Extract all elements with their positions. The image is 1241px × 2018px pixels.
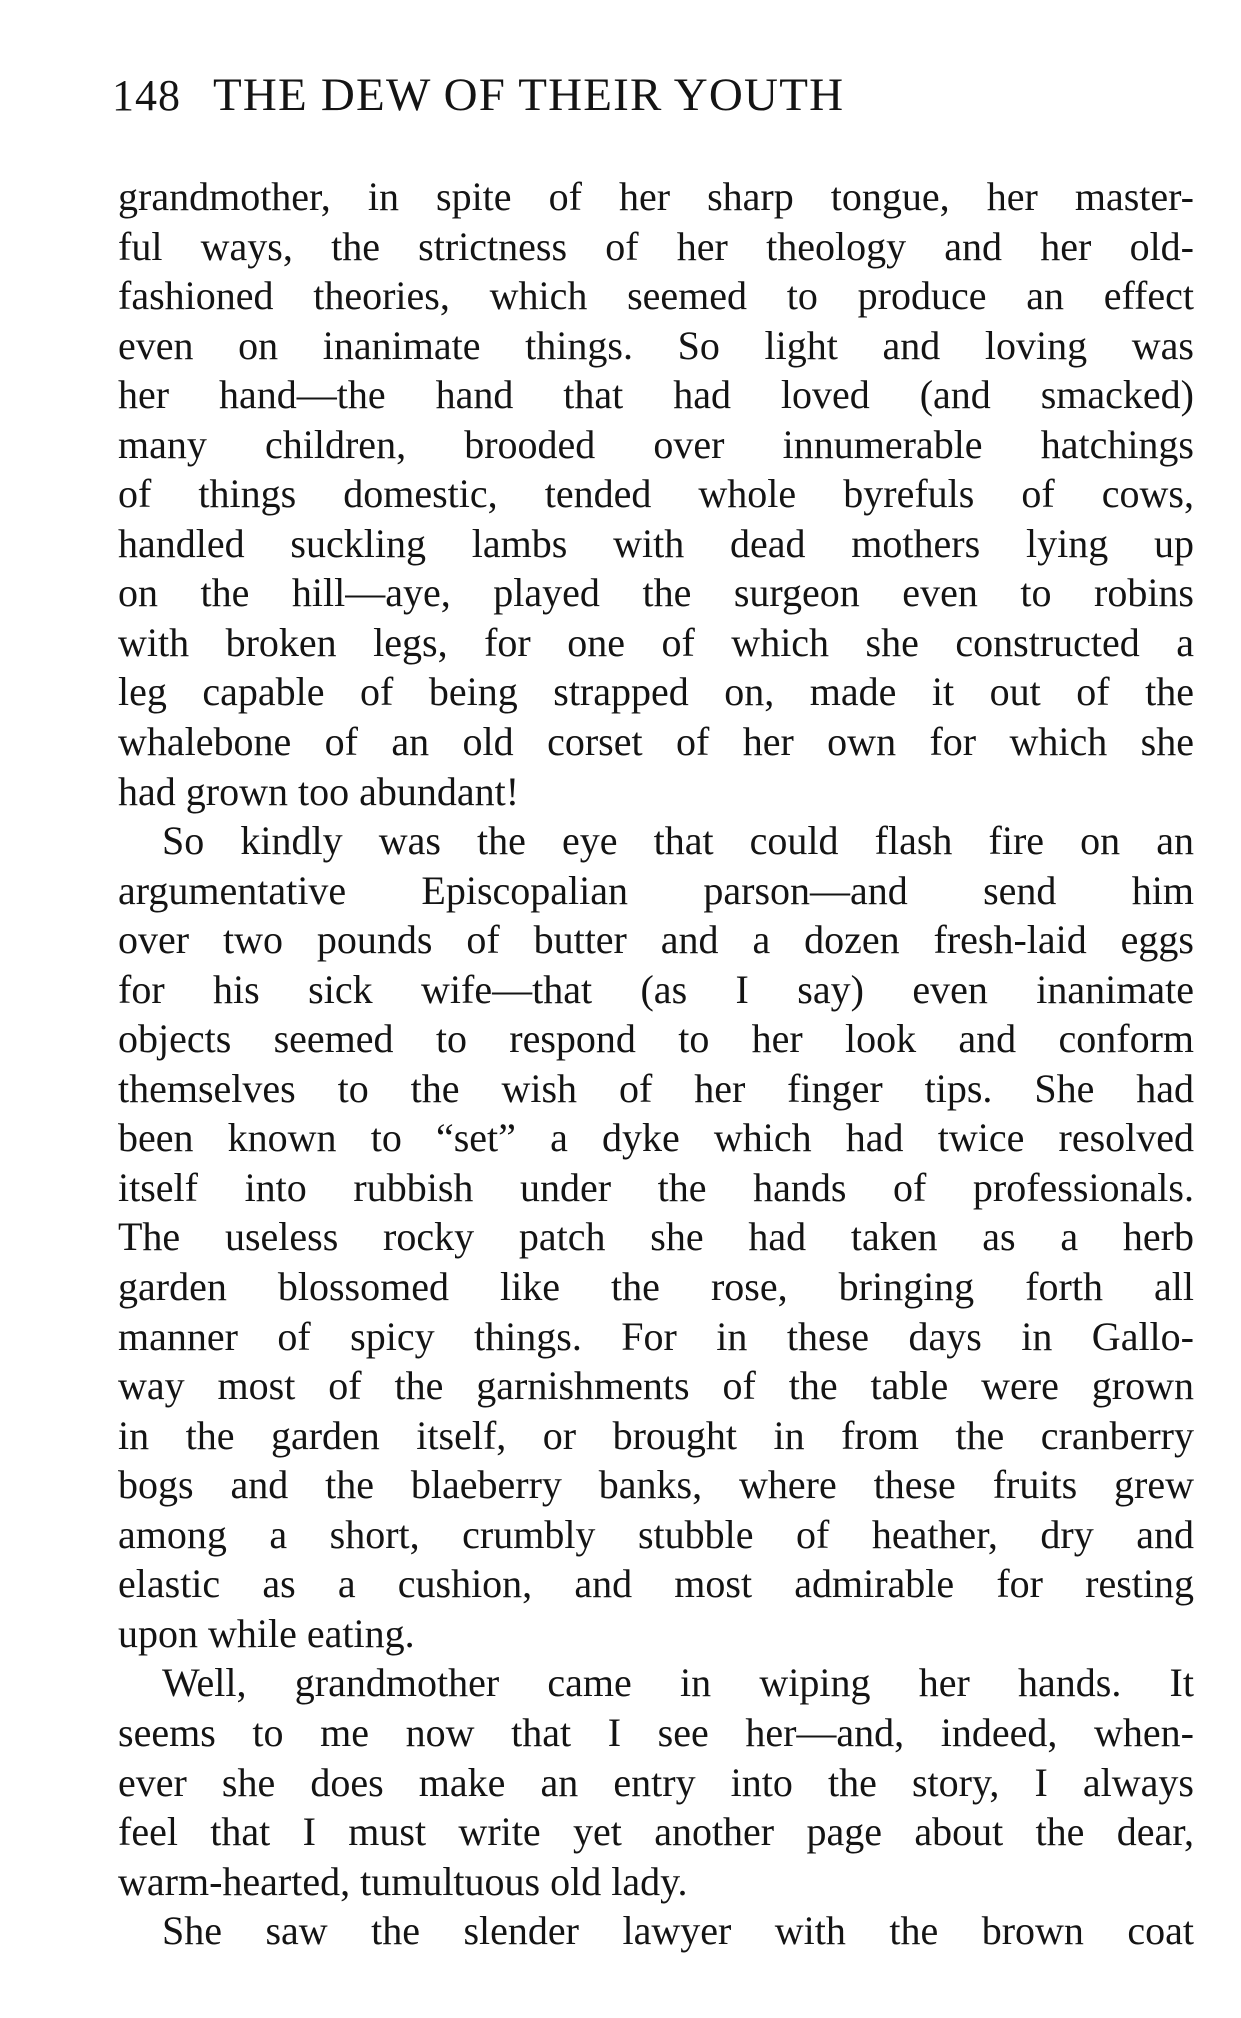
- page-header: [112, 68, 1072, 138]
- text-line: seems to me now that I see her—and, indeed, when-: [118, 1709, 1194, 1755]
- text-line: bogs and the blaeberry banks, where these fruits grew: [118, 1462, 1194, 1508]
- paragraph-2: [118, 816, 1194, 1658]
- text-line: with broken legs, for one of which she constructed a: [118, 619, 1194, 665]
- text-line: for his sick wife—that (as I say) even inanimate: [118, 966, 1194, 1012]
- text-line: themselves to the wish of her finger tips. She had: [118, 1065, 1194, 1111]
- text-line: ever she does make an entry into the story, I always: [118, 1759, 1194, 1805]
- text-line: of things domestic, tended whole byrefuls of cows,: [118, 471, 1194, 517]
- text-line: many children, brooded over innumerable hatchings: [118, 421, 1194, 467]
- text-line: fashioned theories, which seemed to produce an effect: [118, 273, 1194, 319]
- text-line: had grown too abundant!: [118, 768, 520, 814]
- running-title: THE DEW OF THEIR YOUTH: [213, 69, 845, 121]
- text-line: upon while eating.: [118, 1610, 415, 1656]
- page-number: 148: [112, 71, 181, 120]
- text-line: manner of spicy things. For in these days in Gallo-: [118, 1313, 1194, 1359]
- text-line: elastic as a cushion, and most admirable for resting: [118, 1561, 1194, 1607]
- text-line: on the hill—aye, played the surgeon even to robins: [118, 570, 1194, 616]
- paragraph-4: [118, 1906, 1194, 1956]
- text-line: even on inanimate things. So light and loving was: [118, 322, 1194, 368]
- text-line: So kindly was the eye that could flash fire on an: [162, 818, 1194, 864]
- text-line: been known to “set” a dyke which had twice resolved: [118, 1115, 1194, 1161]
- text-line: her hand—the hand that had loved (and smacked): [118, 372, 1194, 418]
- text-line: argumentative Episcopalian parson—and send him: [118, 867, 1194, 913]
- text-line: She saw the slender lawyer with the brown coat: [162, 1908, 1194, 1954]
- paragraph-1: [118, 172, 1194, 816]
- text-line: objects seemed to respond to her look and conform: [118, 1016, 1194, 1062]
- body-text: [118, 172, 1194, 1956]
- paragraph-3: [118, 1658, 1194, 1906]
- text-line: handled suckling lambs with dead mothers lying up: [118, 520, 1194, 566]
- text-line: in the garden itself, or brought in from the cranberry: [118, 1412, 1194, 1458]
- text-line: Well, grandmother came in wiping her hands. It: [162, 1660, 1194, 1706]
- text-line: over two pounds of butter and a dozen fresh-laid eggs: [118, 917, 1194, 963]
- text-line: among a short, crumbly stubble of heather, dry and: [118, 1511, 1194, 1557]
- text-line: whalebone of an old corset of her own for which she: [118, 719, 1194, 765]
- text-line: warm-hearted, tumultuous old lady.: [118, 1858, 688, 1904]
- text-line: The useless rocky patch she had taken as a herb: [118, 1214, 1194, 1260]
- text-line: ful ways, the strictness of her theology and her old-: [118, 223, 1194, 269]
- text-line: garden blossomed like the rose, bringing forth all: [118, 1264, 1194, 1310]
- text-line: itself into rubbish under the hands of professionals.: [118, 1164, 1194, 1210]
- text-line: leg capable of being strapped on, made it out of the: [118, 669, 1194, 715]
- text-line: way most of the garnishments of the table were grown: [118, 1363, 1194, 1409]
- text-line: feel that I must write yet another page about the dear,: [118, 1809, 1194, 1855]
- text-line: grandmother, in spite of her sharp tongue, her master-: [118, 174, 1194, 219]
